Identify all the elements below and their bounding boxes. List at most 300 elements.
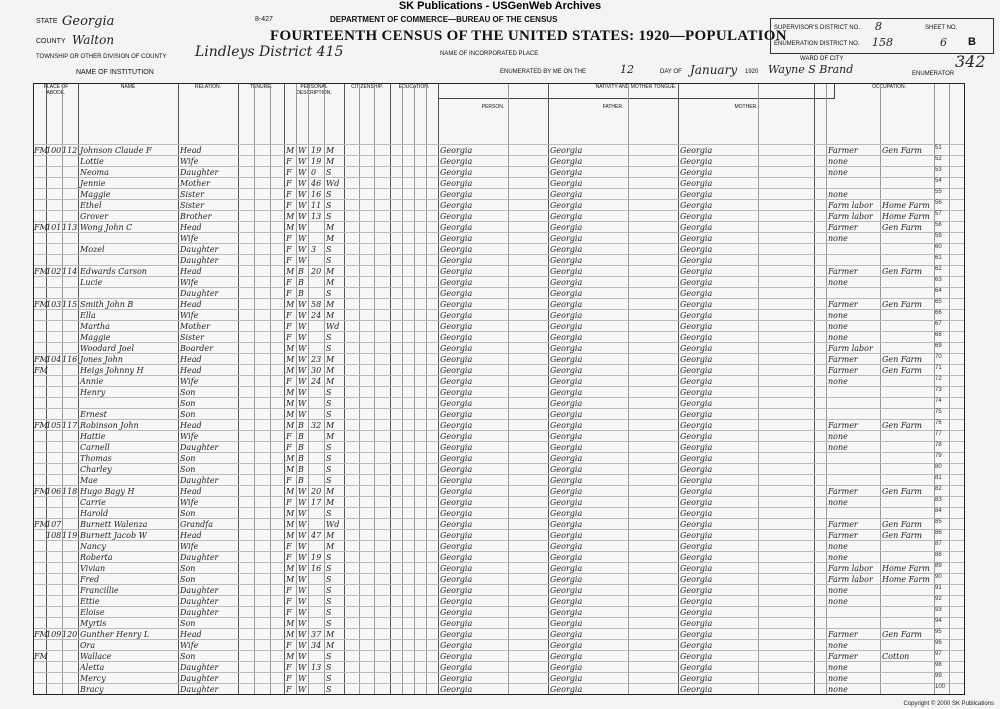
cell-mb: Georgia — [680, 410, 713, 419]
enumerated-month: January — [690, 63, 738, 77]
cell-mb: Georgia — [680, 234, 713, 243]
cell-age: 19 — [311, 146, 322, 155]
cell-ms: S — [326, 256, 332, 265]
cell-sex: M — [286, 366, 295, 375]
cell-fb: Georgia — [550, 168, 583, 177]
line-number: 52 — [935, 156, 942, 162]
line-number: 59 — [935, 233, 942, 239]
cell-mb: Georgia — [680, 465, 713, 474]
cell-ms: S — [326, 674, 332, 683]
cell-rel: Daughter — [180, 443, 219, 452]
cell-race: W — [298, 542, 307, 551]
cell-sex: F — [286, 157, 292, 166]
cell-name: Mercy — [80, 674, 106, 683]
cell-race: W — [298, 157, 307, 166]
cell-sex: M — [286, 619, 295, 628]
cell-f: 113 — [62, 223, 78, 232]
cell-rel: Head — [180, 421, 202, 430]
cell-name: Neoma — [80, 168, 109, 177]
cell-race: W — [298, 597, 307, 606]
cell-birth: Georgia — [440, 520, 473, 529]
cell-ms: S — [326, 663, 332, 672]
cell-rel: Head — [180, 267, 202, 276]
cell-sex: F — [286, 476, 292, 485]
cell-ms: M — [326, 366, 335, 375]
cell-birth: Georgia — [440, 487, 473, 496]
cell-occ: Farm labor — [828, 212, 873, 221]
cell-rel: Head — [180, 630, 202, 639]
cell-rel: Wife — [180, 432, 199, 441]
col-relation: RELATION. — [178, 84, 239, 144]
cell-sex: M — [286, 146, 295, 155]
cell-sex: F — [286, 179, 292, 188]
cell-f: 119 — [62, 531, 78, 540]
cell-birth: Georgia — [440, 663, 473, 672]
cell-age: 16 — [311, 564, 322, 573]
cell-fb: Georgia — [550, 553, 583, 562]
cell-sex: F — [286, 311, 292, 320]
cell-dwell: FM — [34, 355, 48, 364]
col-personal: PERSONAL DESCRIPTION. — [284, 84, 345, 144]
cell-mb: Georgia — [680, 190, 713, 199]
cell-race: W — [298, 234, 307, 243]
cell-ms: M — [326, 300, 335, 309]
cell-rel: Daughter — [180, 608, 219, 617]
cell-name: Francillie — [80, 586, 119, 595]
cell-ind: Gen Farm — [882, 630, 923, 639]
cell-age: 13 — [311, 663, 322, 672]
cell-mb: Georgia — [680, 476, 713, 485]
cell-sex: M — [286, 509, 295, 518]
cell-ms: S — [326, 410, 332, 419]
county-label: COUNTY — [36, 38, 66, 45]
cell-name: Ettie — [80, 597, 100, 606]
cell-birth: Georgia — [440, 289, 473, 298]
cell-f: 120 — [62, 630, 78, 639]
day-of-label: DAY OF — [660, 69, 682, 75]
cell-rel: Head — [180, 223, 202, 232]
line-number: 53 — [935, 167, 942, 173]
cell-race: W — [298, 630, 307, 639]
cell-mb: Georgia — [680, 542, 713, 551]
cell-name: Ethel — [80, 201, 102, 210]
cell-mb: Georgia — [680, 454, 713, 463]
cell-mb: Georgia — [680, 630, 713, 639]
line-number: 88 — [935, 552, 942, 558]
cell-sex: M — [286, 630, 295, 639]
supervisor-value: 8 — [875, 20, 882, 33]
cell-rel: Daughter — [180, 168, 219, 177]
cell-ind: Home Farm — [882, 212, 930, 221]
cell-mb: Georgia — [680, 619, 713, 628]
banner: SK Publications - USGenWeb Archives — [398, 0, 602, 12]
col-citizenship: CITIZENSHIP. — [344, 84, 391, 144]
cell-mb: Georgia — [680, 399, 713, 408]
cell-birth: Georgia — [440, 344, 473, 353]
cell-mb: Georgia — [680, 355, 713, 364]
cell-race: W — [298, 619, 307, 628]
cell-sex: F — [286, 597, 292, 606]
cell-rel: Daughter — [180, 586, 219, 595]
cell-mb: Georgia — [680, 223, 713, 232]
line-number: 64 — [935, 288, 942, 294]
cell-birth: Georgia — [440, 300, 473, 309]
cell-fb: Georgia — [550, 685, 583, 694]
cell-rel: Wife — [180, 234, 199, 243]
line-number: 70 — [935, 354, 942, 360]
cell-race: B — [298, 454, 304, 463]
cell-birth: Georgia — [440, 333, 473, 342]
cell-ms: M — [326, 278, 335, 287]
cell-age: 20 — [311, 487, 322, 496]
cell-sex: M — [286, 399, 295, 408]
cell-name: Ernest — [80, 410, 107, 419]
cell-birth: Georgia — [440, 652, 473, 661]
line-number: 54 — [935, 178, 942, 184]
cell-name: Lottie — [80, 157, 104, 166]
cell-rel: Son — [180, 564, 196, 573]
cell-sex: F — [286, 498, 292, 507]
line-number: 67 — [935, 321, 942, 327]
cell-name: Myrtis — [80, 619, 107, 628]
cell-race: W — [298, 674, 307, 683]
cell-ms: S — [326, 245, 332, 254]
cell-sex: F — [286, 542, 292, 551]
cell-fb: Georgia — [550, 245, 583, 254]
cell-ms: M — [326, 531, 335, 540]
cell-mb: Georgia — [680, 641, 713, 650]
cell-fb: Georgia — [550, 674, 583, 683]
cell-name: Nancy — [80, 542, 106, 551]
cell-sex: F — [286, 586, 292, 595]
cell-name: Robinson John — [80, 421, 139, 430]
cell-race: W — [298, 608, 307, 617]
cell-d: 100 — [46, 146, 62, 155]
line-number: 95 — [935, 629, 942, 635]
cell-ms: S — [326, 388, 332, 397]
cell-name: Martha — [80, 322, 110, 331]
state-value: Georgia — [62, 14, 115, 29]
cell-age — [311, 684, 324, 695]
cell-mb: Georgia — [680, 157, 713, 166]
cell-rel: Head — [180, 355, 202, 364]
cell-fb: Georgia — [550, 520, 583, 529]
cell-sex: F — [286, 641, 292, 650]
cell-occ: none — [828, 190, 848, 199]
cell-name: Hugo Bagy H — [80, 487, 135, 496]
cell-race: W — [298, 487, 307, 496]
cell-occ: Farmer — [828, 366, 858, 375]
cell-rel: Son — [180, 399, 196, 408]
cell-rel: Daughter — [180, 597, 219, 606]
cell-ms: S — [326, 597, 332, 606]
line-number: 68 — [935, 332, 942, 338]
cell-f: 112 — [62, 146, 78, 155]
cell-birth: Georgia — [440, 245, 473, 254]
line-number: 93 — [935, 607, 942, 613]
line-number: 87 — [935, 541, 942, 547]
cell-ms: M — [326, 377, 335, 386]
cell-rel: Head — [180, 366, 202, 375]
cell-mb: Georgia — [680, 278, 713, 287]
line-number: 83 — [935, 497, 942, 503]
cell-sex: F — [286, 190, 292, 199]
cell-sex: M — [286, 575, 295, 584]
cell-birth: Georgia — [440, 586, 473, 595]
cell-sex: F — [286, 322, 292, 331]
cell-ms: M — [326, 311, 335, 320]
cell-occ: none — [828, 311, 848, 320]
col-father: FATHER. — [548, 104, 679, 114]
cell-ms: S — [326, 509, 332, 518]
cell-name: Henry — [80, 388, 106, 397]
cell-occ: none — [828, 597, 848, 606]
cell-birth: Georgia — [440, 630, 473, 639]
cell-race: B — [298, 476, 304, 485]
cell-mb: Georgia — [680, 146, 713, 155]
cell-name: Burnett Jacob W — [80, 531, 147, 540]
cell-sex: F — [286, 553, 292, 562]
cell-ind: Gen Farm — [882, 421, 923, 430]
cell-name: Ora — [80, 641, 96, 650]
cell-dwell: FM — [34, 652, 48, 661]
cell-sex: M — [286, 300, 295, 309]
cell-race: W — [298, 564, 307, 573]
cell-race: W — [298, 212, 307, 221]
cell-d: 109 — [46, 630, 62, 639]
census-title: FOURTEENTH CENSUS OF THE UNITED STATES: 1920—POPULATION — [270, 28, 787, 44]
cell-mb: Georgia — [680, 377, 713, 386]
cell-birth: Georgia — [440, 388, 473, 397]
cell-ms: S — [326, 619, 332, 628]
cell-occ: Farmer — [828, 421, 858, 430]
cell-dwell: FM — [34, 267, 48, 276]
cell-mb: Georgia — [680, 608, 713, 617]
sheet-side: B — [968, 36, 976, 48]
cell-ms: S — [326, 454, 332, 463]
township-value: Lindleys District 415 — [195, 44, 344, 60]
cell-rel: Son — [180, 652, 196, 661]
cell-name: Edwards Carson — [80, 267, 147, 276]
cell-fb: Georgia — [550, 223, 583, 232]
census-year: 1920 — [745, 69, 759, 75]
cell-dwell: FM — [34, 630, 48, 639]
col-abode: PLACE OF ABODE. — [34, 84, 79, 144]
cell-ms: M — [326, 157, 335, 166]
cell-ms: S — [326, 586, 332, 595]
cell-occ: Farm labor — [828, 575, 873, 584]
cell-fb: Georgia — [550, 641, 583, 650]
cell-ind: Gen Farm — [882, 520, 923, 529]
cell-dwell: FM — [34, 223, 48, 232]
line-number: 98 — [935, 662, 942, 668]
col-nativity: NATIVITY AND MOTHER TONGUE. — [438, 84, 835, 99]
cell-rel: Son — [180, 619, 196, 628]
cell-dwell: FM — [34, 300, 48, 309]
enum-district-label: ENUMERATION DISTRICT NO. — [774, 41, 860, 47]
cell-birth: Georgia — [440, 564, 473, 573]
cell-birth: Georgia — [440, 641, 473, 650]
cell-birth: Georgia — [440, 146, 473, 155]
cell-mb: Georgia — [680, 520, 713, 529]
cell-fb: Georgia — [550, 366, 583, 375]
cell-rel: Son — [180, 454, 196, 463]
cell-ms: S — [326, 564, 332, 573]
cell-name: Mae — [80, 476, 98, 485]
cell-sex: F — [286, 377, 292, 386]
cell-occ: none — [828, 322, 848, 331]
cell-f: 114 — [62, 267, 78, 276]
cell-ind: Home Farm — [882, 201, 930, 210]
cell-d — [46, 684, 62, 695]
cell-race: W — [298, 344, 307, 353]
cell-sex: M — [286, 564, 295, 573]
cell-dwell — [34, 684, 46, 695]
cell-dwell: FM — [34, 520, 48, 529]
line-number: 91 — [935, 585, 942, 591]
cell-age: 13 — [311, 212, 322, 221]
cell-ms: S — [326, 201, 332, 210]
cell-mb: Georgia — [680, 344, 713, 353]
cell-name: Aletta — [80, 663, 105, 672]
col-mother: MOTHER. — [678, 104, 815, 114]
cell-birth: Georgia — [440, 597, 473, 606]
cell-dwell: FM — [34, 146, 48, 155]
cell-fb: Georgia — [550, 344, 583, 353]
cell-age: 24 — [311, 377, 322, 386]
cell-ms: S — [326, 212, 332, 221]
cell-occ: Farmer — [828, 630, 858, 639]
cell-birth: Georgia — [440, 190, 473, 199]
cell-birth: Georgia — [440, 157, 473, 166]
cell-fb: Georgia — [550, 410, 583, 419]
cell-name: Wallace — [80, 652, 112, 661]
cell-name: Vivian — [80, 564, 106, 573]
cell-sex: M — [286, 212, 295, 221]
cell-fb: Georgia — [550, 487, 583, 496]
cell-sex: M — [286, 487, 295, 496]
line-number: 69 — [935, 343, 942, 349]
cell-fb: Georgia — [550, 630, 583, 639]
cell-sex: M — [286, 267, 295, 276]
cell-ms: S — [326, 465, 332, 474]
cell-fb: Georgia — [550, 190, 583, 199]
cell-fb: Georgia — [550, 234, 583, 243]
cell-ms: S — [326, 575, 332, 584]
cell-sex: F — [286, 608, 292, 617]
cell-rel: Daughter — [180, 674, 219, 683]
cell-name: Burnett Walenza — [80, 520, 148, 529]
cell-sex: F — [286, 278, 292, 287]
cell-dwell: FM — [34, 487, 48, 496]
cell-rel: Boarder — [180, 344, 213, 353]
cell-mb: Georgia — [680, 564, 713, 573]
line-number: 76 — [935, 420, 942, 426]
cell-birth: Georgia — [440, 553, 473, 562]
sheet-label: SHEET NO. — [925, 25, 958, 31]
line-number: 73 — [935, 387, 942, 393]
cell-age: 16 — [311, 190, 322, 199]
cell-d: 102 — [46, 267, 62, 276]
cell-mb: Georgia — [680, 388, 713, 397]
cell-ms: M — [326, 234, 335, 243]
cell-occ: Farmer — [828, 267, 858, 276]
col-name: NAME — [78, 84, 179, 144]
cell-ms: M — [326, 421, 335, 430]
cell-race: W — [298, 355, 307, 364]
cell-mb: Georgia — [680, 685, 713, 694]
cell-rel: Son — [180, 575, 196, 584]
cell-fb: Georgia — [550, 300, 583, 309]
cell-ms: S — [326, 289, 332, 298]
cell-fb: Georgia — [550, 157, 583, 166]
cell-race: W — [298, 300, 307, 309]
cell-race: W — [298, 520, 307, 529]
sheet-value: 6 — [940, 36, 947, 49]
cell-name: Harold — [80, 509, 109, 518]
table-row — [34, 683, 964, 695]
cell-fb: Georgia — [550, 289, 583, 298]
cell-ms: M — [326, 355, 335, 364]
cell-rel: Daughter — [180, 245, 219, 254]
cell-fb: Georgia — [550, 311, 583, 320]
cell-name: Eloise — [80, 608, 105, 617]
line-number: 85 — [935, 519, 942, 525]
cell-mb: Georgia — [680, 168, 713, 177]
cell-fb: Georgia — [550, 278, 583, 287]
cell-rel: Wife — [180, 641, 199, 650]
cell-mb: Georgia — [680, 498, 713, 507]
cell-race: W — [298, 586, 307, 595]
cell-fb: Georgia — [550, 421, 583, 430]
line-number: 84 — [935, 508, 942, 514]
cell-mb: Georgia — [680, 201, 713, 210]
cell-sex: F — [286, 234, 292, 243]
department-title: DEPARTMENT OF COMMERCE—BUREAU OF THE CENSUS — [330, 15, 558, 24]
cell-birth: Georgia — [440, 399, 473, 408]
cell-rel: Brother — [180, 212, 212, 221]
cell-ms: S — [326, 553, 332, 562]
cell-age: 11 — [311, 201, 322, 210]
cell-birth: Georgia — [440, 410, 473, 419]
state-label: STATE — [36, 18, 58, 25]
cell-fb: Georgia — [550, 608, 583, 617]
cell-age: 58 — [311, 300, 322, 309]
cell-race: W — [298, 333, 307, 342]
cell-name: Ella — [80, 311, 96, 320]
cell-ms: S — [326, 652, 332, 661]
cell-sex: F — [286, 201, 292, 210]
cell-mb: Georgia — [680, 289, 713, 298]
cell-rel: Daughter — [180, 476, 219, 485]
cell-rel: Wife — [180, 278, 199, 287]
cell-birth: Georgia — [440, 619, 473, 628]
cell-rel: Daughter — [180, 256, 219, 265]
cell-birth: Georgia — [440, 179, 473, 188]
cell-occ: none — [828, 542, 848, 551]
line-number: 72 — [935, 376, 942, 382]
cell-birth: Georgia — [440, 278, 473, 287]
cell-birth: Georgia — [440, 465, 473, 474]
cell-fb: Georgia — [550, 597, 583, 606]
cell-ms: M — [326, 630, 335, 639]
cell-ind: Gen Farm — [882, 146, 923, 155]
cell-fb: Georgia — [550, 256, 583, 265]
cell-fb: Georgia — [550, 267, 583, 276]
line-number: 61 — [935, 255, 942, 261]
cell-name: Carrie — [80, 498, 106, 507]
cell-name: Annie — [80, 377, 104, 386]
